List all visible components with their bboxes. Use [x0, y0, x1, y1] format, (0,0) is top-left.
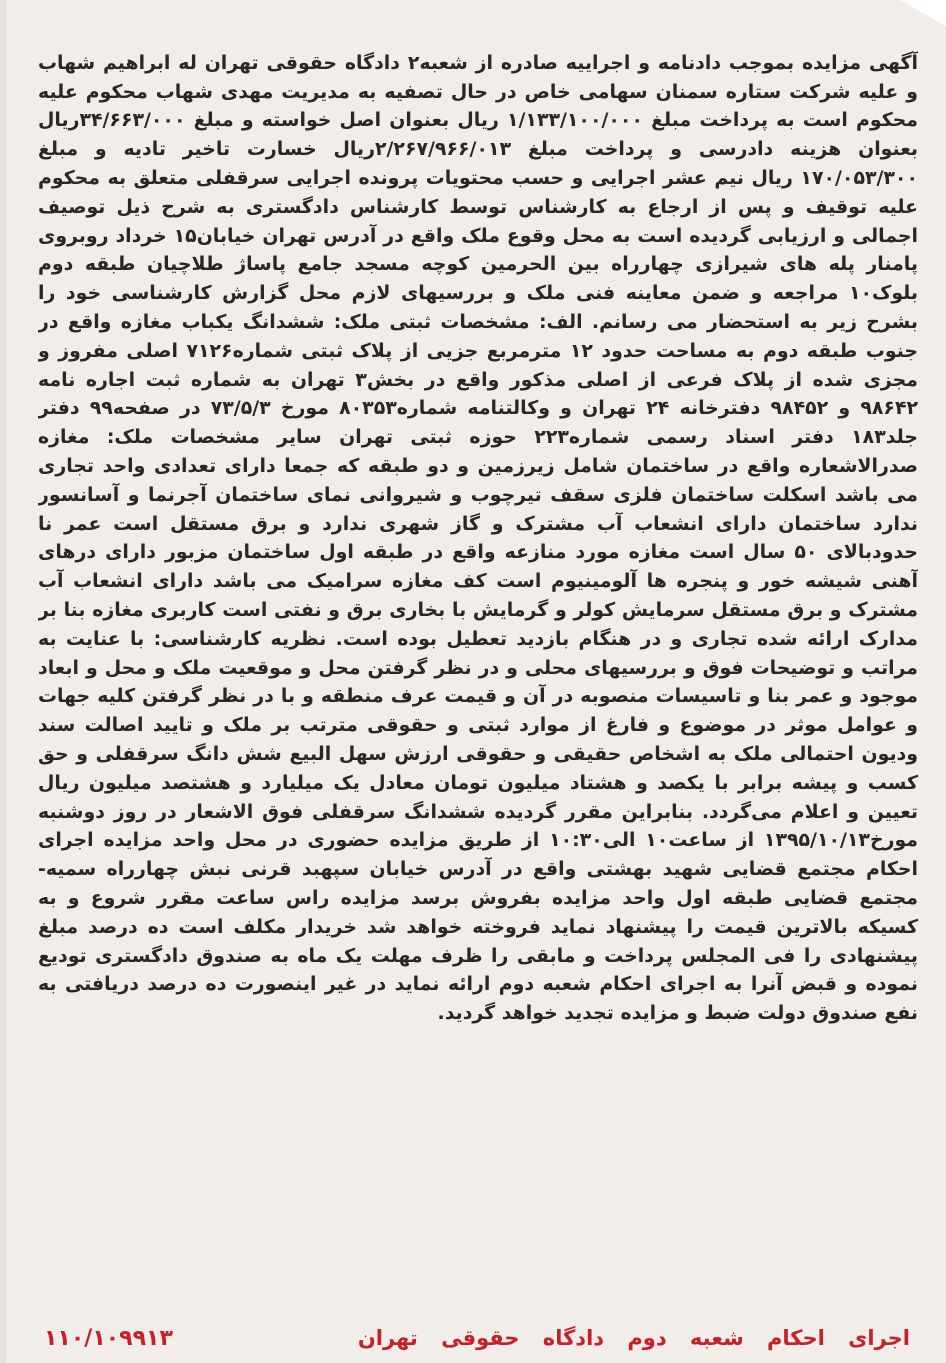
page-corner	[900, 0, 946, 26]
notice-code: ۱۱۰/۱۰۹۹۱۳	[44, 1325, 173, 1351]
issuer-signature: اجرای احکام شعبه دوم دادگاه حقوقی تهران	[357, 1326, 910, 1350]
notice-footer	[44, 1322, 910, 1354]
auction-notice-text: آگهی مزایده بموجب دادنامه و اجراییه صادره از شعبه۲ دادگاه حقوقی تهران له ابراهیم شهاب و علیه شرکت ستاره سمنان سهامی خاص در حال تصفیه به مدیریت مهدی شهاب محکوم علیه محکوم است به پرداخت مبلغ ۱/۱۳۳/۱۰۰/۰۰۰ ریال بعنوان اصل خواسته و مبلغ ۳۴/۶۶۳/۰۰۰ریال بعنوان هزینه دادرسی و پرداخت مبلغ ۲/۲۶۷/۹۶۶/۰۱۳ریال خسارت تاخیر تادیه و مبلغ ۱۷۰/۰۵۳/۳۰۰ ریال نیم عشر اجرایی و حسب محتویات پرونده اجرایی سرقفلی متعلق به محکوم علیه توقیف و پس از ارجاع به کارشناس توسط کارشناس دادگستری به شرح ذیل توصیف اجمالی و ارزیابی گردیده است به محل وقوع ملک واقع در آدرس تهران خیابان۱۵ خرداد روبروی پامنار پله های شیرازی چهارراه بین الحرمین کوچه مسجد جامع پاساژ طلاچیان طبقه دوم بلوک۱۰ مراجعه و ضمن معاینه فنی ملک و بررسیهای لازم محل گزارش کارشناسی خود را بشرح زیر به استحضار می رسانم. الف: مشخصات ثبتی ملک: ششدانگ یکباب مغازه واقع در جنوب طبقه دوم به مساحت حدود ۱۲ مترمربع جزیی از پلاک ثبتی شماره۷۱۲۶ اصلی مفروز و مجزی شده از پلاک فرعی از اصلی مذکور واقع در بخش۳ تهران به شماره ثبت اجاره نامه ۹۸۶۴۲ و ۹۸۴۵۲ دفترخانه ۲۴ تهران و وکالتنامه شماره۸۰۳۵۳ مورخ ۷۳/۵/۳ در صفحه۹۹ دفتر جلد۱۸۳ دفتر اسناد رسمی شماره۲۲۳ حوزه ثبتی تهران سایر مشخصات ملک: مغازه صدرالاشعاره واقع در ساختمان شامل زیرزمین و دو طبقه که جمعا دارای تعدادی واحد تجاری می باشد اسکلت ساختمان فلزی سقف تیرچوب و شیروانی نمای ساختمان آجرنما و آسانسور ندارد ساختمان دارای انشعاب آب مشترک و گاز شهری ندارد و برق مستقل است عمر نا حدودبالای ۵۰ سال است مغازه مورد منازعه واقع در طبقه اول ساختمان مزبور دارای درهای آهنی شیشه خور و پنجره ها آلومینیوم است کف مغازه سرامیک می باشد دارای انشعاب آب مشترک و برق مستقل سرمایش کولر و گرمایش با بخاری برق و نفتی است کاربری مغازه بنا بر مدارک ارائه شده تجاری و در هنگام بازدید تعطیل بوده است. نظریه کارشناسی: با عنایت به مراتب و توضیحات فوق و بررسیهای محلی و در نظر گرفتن محل و موقعیت ملک و محل و ابعاد موجود و عمر بنا و تاسیسات منصوبه در آن و قیمت عرف منطقه و با در نظر گرفتن کلیه جهات و عوامل موثر در موضوع و فارغ از موارد ثبتی و حقوقی مترتب بر ملک و تایید اصالت سند ودیون احتمالی ملک به اشخاص حقیقی و حقوقی ارزش سهل البیع شش دانگ سرقفلی و حق کسب و پیشه برابر با یکصد و هشتاد میلیون تومان معادل یک میلیارد و هشتصد میلیون ریال تعیین و اعلام می‌گردد. بنابراین مقرر گردیده ششدانگ سرقفلی فوق الاشعار در روز دوشنبه مورخ۱۳۹۵/۱۰/۱۳ از ساعت۱۰ الی۱۰:۳۰ از طریق مزایده حضوری در محل واحد مزایده اجرای احکام مجتمع قضایی شهید بهشتی واقع در آدرس خیابان سپهبد قرنی نبش چهارراه سمیه- مجتمع قضایی طبقه اول واحد مزایده بفروش برسد مزایده راس ساعت مقرر شروع و به کسیکه بالاترین قیمت را پیشنهاد نماید فروخته خواهد شد خریدار مکلف است ده درصد مبلغ پیشنهادی را فی المجلس پرداخت و مابقی را ظرف مهلت یک ماه به صندوق دادگستری تودیع نموده و قبض آنرا به اجرای احکام شعبه دوم ارائه نماید در غیر اینصورت ده درصد دریافتی به نفع صندوق دولت ضبط و مزایده تجدید خواهد گردید.	[38, 51, 918, 1025]
